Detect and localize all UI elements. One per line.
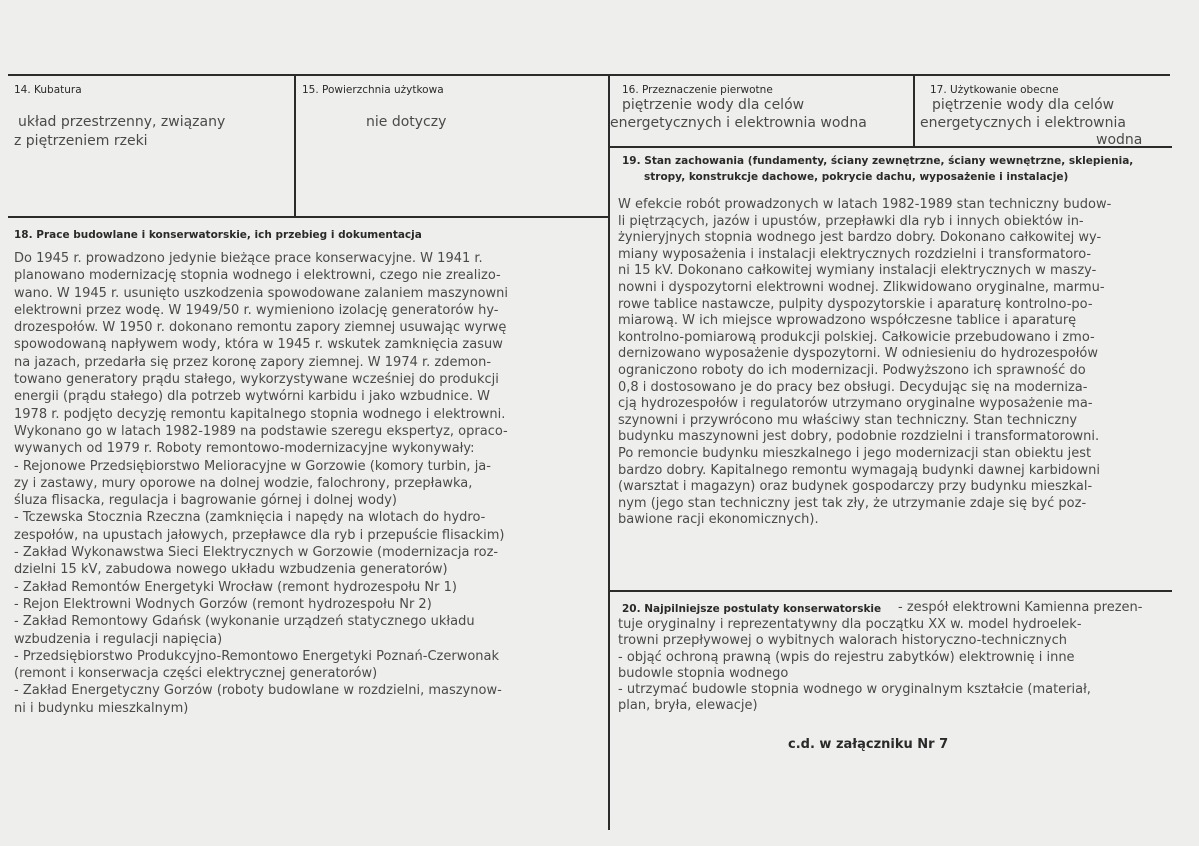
field-20-body (618, 617, 1091, 715)
top-rule (8, 74, 1170, 76)
field-20-line: budowle stopnia wodnego (618, 665, 789, 681)
field-20-line: - utrzymać budowle stopnia wodnego w oryginalnym kształcie (materiał, (618, 682, 1091, 698)
field-19-line: miarową. W ich miejsce wprowadzono współczesne tablice i aparaturę (618, 313, 1077, 329)
field-19-line: W efekcie robót prowadzonych w latach 1982-1989 stan techniczny budow- (618, 197, 1112, 212)
field-18-line: wzbudzenia i regulacji napięcia) (14, 631, 223, 647)
field-16-label: 16. Przeznaczenie pierwotne (622, 84, 773, 96)
rule-above-20 (608, 590, 1172, 592)
field-18-line: dzielni 15 kV, zabudowa nowego układu wzbudzenia generatorów) (14, 562, 448, 578)
divider-16-17 (913, 74, 915, 146)
field-18-line: elektrowni przez wodę. W 1949/50 r. wymieniono izolację generatorów hy- (14, 302, 499, 318)
field-19-line: bawione racji ekonomicznych). (618, 512, 819, 528)
field-19-line: Po remoncie budynku mieszkalnego i jego modernizacji stan obiektu jest (618, 445, 1092, 461)
field-18-line: spowodowaną napływem wody, która w 1945 r. wskutek zamknięcia zasuw (14, 337, 503, 353)
field-20-line: - objąć ochroną prawną (wpis do rejestru zabytków) elektrownię i inne (618, 649, 1075, 665)
field-18-line: ni i budynku mieszkalnym) (14, 700, 189, 716)
field-14-label: 14. Kubatura (14, 84, 82, 96)
field-19-line: ograniczono roboty do ich modernizacji. Podwyższono ich sprawność do (618, 362, 1086, 378)
field-18-line: towano generatory prądu stałego, wykorzystywane wcześniej do produkcji (14, 372, 499, 388)
field-20-line: trowni przepływowej o wybitnych walorach historyczno-technicznych (618, 633, 1067, 649)
field-20-label: 20. Najpilniejsze postulaty konserwatorskie (622, 603, 882, 615)
field-19-line: 0,8 i dostosowano je do pracy bez obsługi. Decydując się na moderniza- (618, 379, 1088, 395)
field-16-line-2: energetycznych i elektrownia wodna (610, 115, 867, 131)
divider-15-16 (608, 74, 610, 830)
rule-above-18 (8, 216, 610, 218)
field-17-label: 17. Użytkowanie obecne (930, 84, 1059, 96)
field-19-line: li piętrzących, jazów i upustów, przepławki dla ryb i innych obiektów in- (618, 213, 1084, 229)
field-18-line: - Zakład Energetyczny Gorzów (roboty budowlane w rozdzielni, maszynow- (14, 683, 502, 699)
field-18-line: - Tczewska Stocznia Rzeczna (zamknięcia i napędy na wlotach do hydro- (14, 510, 486, 526)
field-18-line: wano. W 1945 r. usunięto uszkodzenia spowodowane zalaniem maszynowni (14, 285, 508, 301)
field-18-line: Do 1945 r. prowadzono jedynie bieżące prace konserwacyjne. W 1941 r. (14, 251, 483, 266)
field-18-line: - Rejon Elektrowni Wodnych Gorzów (remont hydrozespołu Nr 2) (14, 596, 432, 612)
field-18-line: zy i zastawy, mury oporowe na dolnej wodzie, falochrony, przepławka, (14, 475, 473, 491)
field-19-line: dernizowano wyposażenie dyspozytorni. W odniesieniu do hydrozespołów (618, 346, 1098, 362)
field-18-line: na jazach, przedarła się przez koronę zapory ziemnej. W 1974 r. zdemon- (14, 354, 492, 370)
field-18-line: - Przedsiębiorstwo Produkcyjno-Remontowo Energetyki Poznań-Czerwonak (14, 648, 500, 664)
field-18-line: śluza flisacka, regulacja i bagrowanie górnej i dolnej wody) (14, 493, 398, 509)
field-19-line: bardzo dobry. Kapitalnego remontu wymagają budynki dawnej karbidowni (618, 462, 1100, 478)
field-20-first-line-rest: - zespół elektrowni Kamienna prezen- (898, 600, 1143, 615)
field-18-line: Wykonano go w latach 1982-1989 na podstawie szeregu ekspertyz, opraco- (14, 423, 508, 439)
field-19-line: szynowni i przywrócono mu właściwy stan techniczny. Stan techniczny (618, 412, 1078, 428)
field-17-line-3: wodna (1096, 132, 1143, 148)
field-15-line-1: nie dotyczy (366, 114, 447, 130)
field-19-line: rowe tablice nastawcze, pulpity dyspozytorskie i aparaturę kontrolno-po- (618, 296, 1093, 312)
field-19-line: cją hydrozespołów i regulatorów utrzymano oryginalne wyposażenie ma- (618, 396, 1093, 412)
field-19-line: kontrolno-pomiarową produkcji polskiej. Całkowicie przebudowano i zmo- (618, 329, 1095, 345)
field-19-line: żynieryjnych stopnia wodnego jest bardzo dobry. Dokonano całkowitej wy- (618, 230, 1102, 246)
field-18-line: 1978 r. podjęto decyzję remontu kapitalnego stopnia wodnego i elektrowni. (14, 406, 506, 422)
field-16-line-1: piętrzenie wody dla celów (622, 97, 805, 113)
field-18-line: (remont i konserwacja części elektrycznej generatorów) (14, 666, 378, 682)
field-18-line: - Zakład Remontów Energetyki Wrocław (remont hydrozespołu Nr 1) (14, 579, 457, 595)
field-19-body (618, 197, 1111, 529)
field-18-line: planowano modernizację stopnia wodnego i elektrowni, czego nie zrealizo- (14, 268, 501, 284)
field-17-line-1: piętrzenie wody dla celów (932, 97, 1115, 113)
field-18-label: 18. Prace budowlane i konserwatorskie, ich przebieg i dokumentacja (14, 229, 422, 241)
field-14-line-1: układ przestrzenny, związany (18, 114, 226, 130)
field-19-line: (warsztat i magazyn) oraz budynek gospodarczy przy budynku mieszkal- (618, 479, 1093, 495)
field-18-line: energii (prądu stałego) dla potrzeb wytwórni karbidu i jako wzbudnice. W (14, 389, 490, 405)
field-14-line-2: z piętrzeniem rzeki (14, 133, 148, 149)
field-18-line: - Zakład Remontowy Gdańsk (wykonanie urządzeń statycznego układu (14, 614, 475, 630)
field-19-line: budynku maszynowni jest dobry, podobnie rozdzielni i transformatorowni. (618, 429, 1100, 445)
field-19-line: ni 15 kV. Dokonano całkowitej wymiany instalacji elektrycznych w maszy- (618, 263, 1097, 279)
field-19-label-line-2: stropy, konstrukcje dachowe, pokrycie dachu, wyposażenie i instalacje) (644, 171, 1069, 183)
field-18-line: - Zakład Wykonawstwa Sieci Elektrycznych w Gorzowie (modernizacja roz- (14, 545, 499, 561)
field-20-continuation: c.d. w załączniku Nr 7 (788, 737, 949, 752)
field-18-line: zespołów, na upustach jałowych, przepławce dla ryb i przepuście flisackim) (14, 527, 505, 543)
field-18-body (14, 250, 508, 717)
field-19-label-line-1: 19. Stan zachowania (fundamenty, ściany zewnętrzne, ściany wewnętrzne, sklepienia, (622, 155, 1134, 167)
field-15-label: 15. Powierzchnia użytkowa (302, 84, 444, 96)
field-19-line: miany wyposażenia i instalacji elektrycznych rozdzielni i transformatoro- (618, 246, 1092, 262)
field-19-line: nym (jego stan techniczny jest tak zły, że utrzymanie zdaje się być poz- (618, 495, 1087, 511)
field-18-line: drozespołów. W 1950 r. dokonano remontu zapory ziemnej usuwając wyrwę (14, 320, 507, 336)
rule-above-19 (608, 146, 1172, 148)
field-18-line: wywanych od 1979 r. Roboty remontowo-modernizacyjne wykonywały: (14, 441, 475, 457)
field-19-line: nowni i dyspozytorni elektrowni wodnej. Zlikwidowano oryginalne, marmu- (618, 279, 1105, 295)
field-18-line: - Rejonowe Przedsiębiorstwo Melioracyjne w Gorzowie (komory turbin, ja- (14, 458, 491, 474)
field-17-line-2: energetycznych i elektrownia (920, 115, 1126, 131)
divider-14-15 (294, 74, 296, 216)
field-20-line: tuje oryginalny i reprezentatywny dla początku XX w. model hydroelek- (618, 617, 1082, 632)
field-20-line: plan, bryła, elewacje) (618, 698, 758, 714)
